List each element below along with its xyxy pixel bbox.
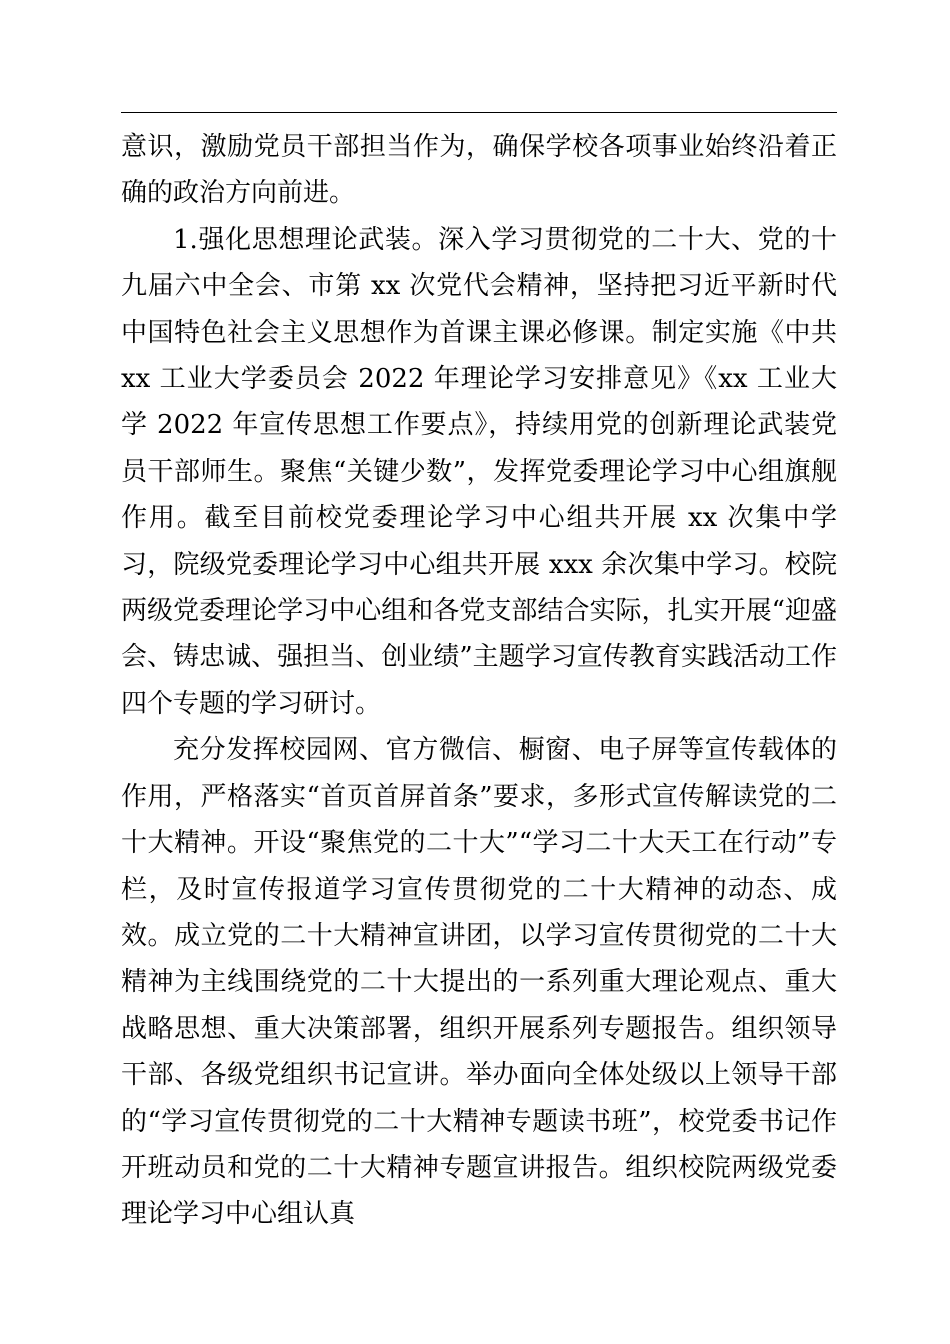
paragraph-theory-study: 1.强化思想理论武装。深入学习贯彻党的二十大、党的十九届六中全会、市第 xx 次党代会精神，坚持把习近平新时代中国特色社会主义思想作为首课主课必修课。制定实施《中共 xx 工业大学委员会 2022 年理论学习安排意见》《xx 工业大学 2022 年宣传思想工作要点》，持续用党的创新理论武装党员干部师生。聚焦“关键少数”，发挥党委理论学习中心组旗舰作用。截至目前校党委理论学习中心组共开展 xx 次集中学习，院级党委理论学习中心组共开展 xxx 余次集中学习。校院两级党委理论学习中心组和各党支部结合实际，扎实开展“迎盛会、铸忠诚、强担当、创业绩”主题学习宣传教育实践活动工作四个专题的学习研讨。 [121,224,837,719]
paragraph-continuation: 意识，激励党员干部担当作为，确保学校各项事业始终沿着正确的政治方向前进。 [121,132,837,209]
document-body [121,124,837,1238]
header-rule [121,112,837,113]
paragraph-publicity: 充分发挥校园网、官方微信、橱窗、电子屏等宣传载体的作用，严格落实“首页首屏首条”要求，多形式宣传解读党的二十大精神。开设“聚焦党的二十大”“学习二十大天工在行动”专栏，及时宣传报道学习宣传贯彻党的二十大精神的动态、成效。成立党的二十大精神宣讲团，以学习宣传贯彻党的二十大精神为主线围绕党的二十大提出的一系列重大理论观点、重大战略思想、重大决策部署，组织开展系列专题报告。组织领导干部、各级党组织书记宣讲。举办面向全体处级以上领导干部的“学习宣传贯彻党的二十大精神专题读书班”，校党委书记作开班动员和党的二十大精神专题宣讲报告。组织校院两级党委理论学习中心组认真 [121,735,837,1230]
